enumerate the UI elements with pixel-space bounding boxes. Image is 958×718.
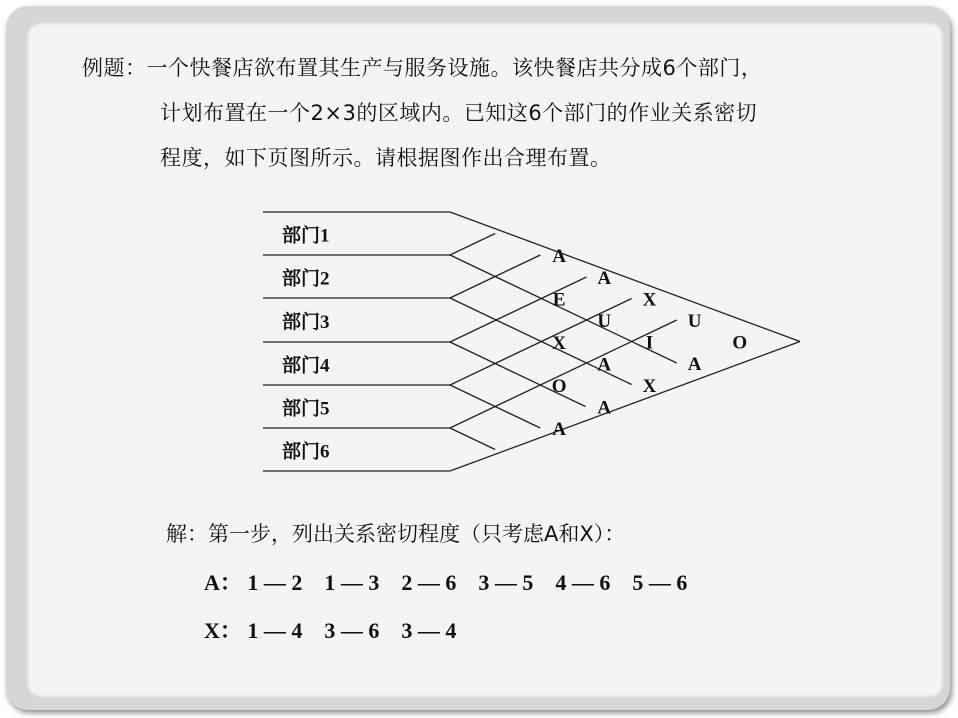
lattice-edge: [450, 212, 800, 342]
a-pairs-row: [204, 566, 709, 597]
lattice-edge: [450, 428, 495, 450]
a-pair: 5 — 6: [632, 570, 688, 595]
a-pair: 2 — 6: [401, 570, 457, 595]
x-pairs-row: [204, 614, 478, 645]
x-label: X：: [204, 618, 242, 643]
department-label: 部门2: [282, 268, 330, 290]
a-pair: 3 — 5: [478, 570, 534, 595]
relationship-code: O: [551, 376, 567, 397]
problem-line-1: 例题：一个快餐店欲布置其生产与服务设施。该快餐店共分成6个部门，: [82, 56, 763, 80]
x-pair: 3 — 6: [324, 618, 380, 643]
lattice-edge: [450, 342, 800, 472]
relationship-code: A: [597, 397, 612, 419]
problem-line-3: 程度，如下页图所示。请根据图作出合理布置。: [160, 146, 612, 170]
a-pair: 1 — 2: [247, 570, 303, 595]
relationship-code: X: [552, 332, 567, 354]
relationship-code: A: [597, 267, 612, 289]
department-label: 部门3: [282, 312, 330, 333]
relationship-code: X: [642, 375, 657, 397]
x-pair: 1 — 4: [247, 618, 303, 643]
relationship-code: E: [552, 289, 566, 311]
relationship-code: A: [687, 354, 702, 375]
relationship-code: A: [552, 246, 567, 267]
a-pair: 1 — 3: [324, 570, 380, 595]
department-label: 部门4: [282, 355, 330, 377]
relationship-code: A: [597, 354, 612, 376]
relationship-code: U: [597, 311, 612, 332]
solution-heading: 解：第一步，列出关系密切程度（只考虑A和X）：: [166, 522, 626, 546]
a-label: A：: [204, 570, 242, 595]
a-pair: 4 — 6: [555, 570, 611, 595]
relationship-code: X: [642, 289, 657, 311]
relationship-code: I: [645, 332, 654, 354]
x-pair: 3 — 4: [401, 618, 457, 643]
relationship-code: U: [687, 311, 702, 332]
department-label: 部门1: [282, 225, 330, 247]
department-label: 部门6: [282, 441, 330, 463]
problem-line-2: 计划布置在一个2×3的区域内。已知这6个部门的作业关系密切: [160, 101, 758, 125]
relationship-code: O: [732, 332, 748, 354]
department-label: 部门5: [282, 398, 330, 420]
lattice-edge: [450, 234, 495, 256]
relationship-code: A: [552, 419, 567, 440]
